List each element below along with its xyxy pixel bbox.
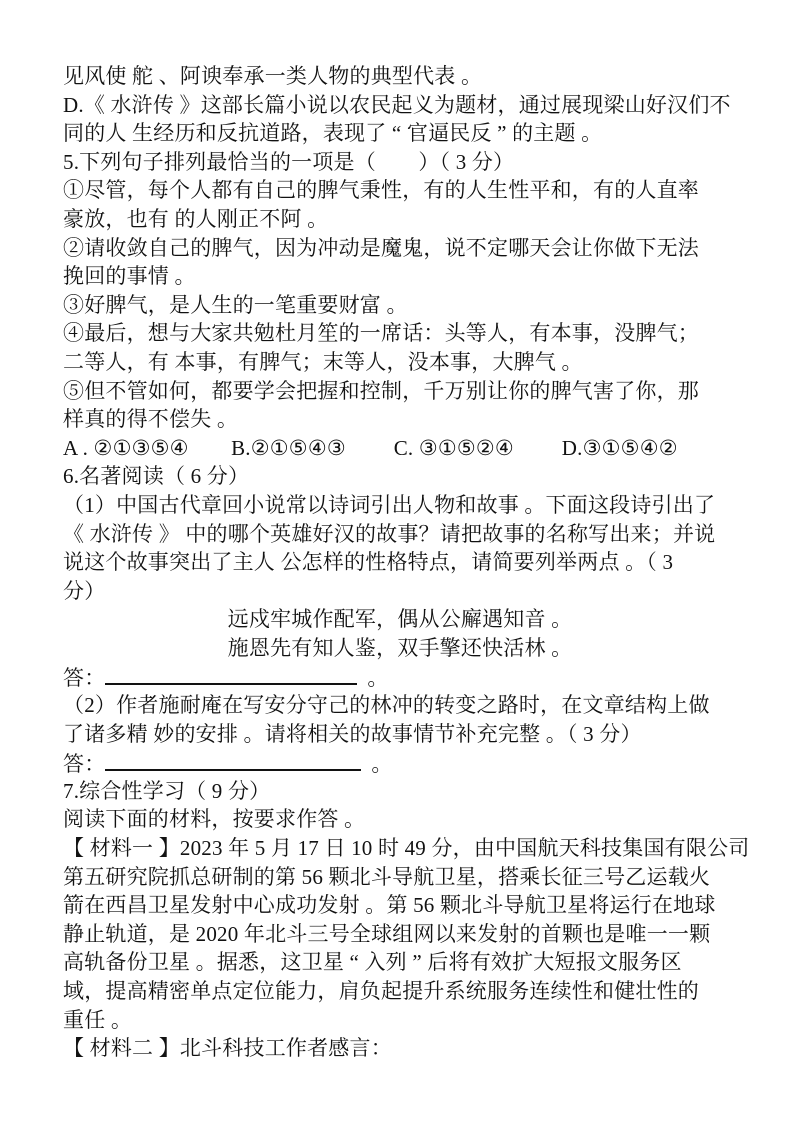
option-d-line-2: 同的人 生经历和反抗道路，表现了 “ 官逼民反 ” 的主题 。	[63, 121, 603, 146]
question-6-part2-line: （2）作者施耐庵在写安分守己的林冲的转变之路时，在文章结构上做	[63, 693, 710, 718]
question-7-heading: 7.综合性学习（ 9 分）	[63, 778, 271, 803]
sentence-5-line-2: 样真的得不偿失 。	[63, 407, 239, 432]
sentence-2-line-2: 挽回的事情 。	[63, 264, 196, 289]
answer-line-2	[63, 748, 737, 777]
question-6-heading: 6.名著阅读（ 6 分）	[63, 464, 250, 489]
material-2-heading: 【 材料二 】北斗科技工作者感言：	[63, 1036, 392, 1061]
answer-1-label: 答：	[63, 666, 106, 691]
answer-line-1	[63, 662, 737, 691]
material-1-line-7: 重任 。	[63, 1007, 133, 1032]
material-1-line-3: 箭在西昌卫星发射中心成功发射 。第 56 颗北斗导航卫星将运行在地球	[63, 893, 716, 918]
question-5-options-row: A . ②①③⑤④ B.②①⑤④③ C. ③①⑤②④ D.③①⑤④②	[63, 435, 678, 460]
sentence-5-line: ⑤但不管如何，都要学会把握和控制，千万别让你的脾气害了你，那	[63, 378, 699, 403]
answer-2-period: 。	[371, 752, 393, 777]
question-6-part1-line: （1）中国古代章回小说常以诗词引出人物和故事 。下面这段诗引出了	[63, 492, 716, 517]
material-1-line-6: 域，提高精密单点定位能力，肩负起提升系统服务连续性和健壮性的	[63, 979, 699, 1003]
sentence-2-line: ②请收敛自己的脾气，因为冲动是魔鬼，说不定哪天会让你做下无法	[63, 235, 699, 260]
material-1-line-5: 高轨备份卫星 。据悉，这卫星 “ 入列 ” 后将有效扩大短报文服务区	[63, 950, 682, 975]
question-6-part1-line-2: 《 水浒传 》 中的哪个英雄好汉的故事？请把故事的名称写出来；并说	[63, 521, 716, 546]
question-6-part2-line-2: 了诸多精 妙的安排 。请将相关的故事情节补充完整 。（ 3 分）	[63, 721, 642, 746]
answer-2-label: 答：	[63, 752, 106, 777]
question-5-heading: 5.下列句子排列最恰当的一项是（ ）（ 3 分）	[63, 149, 515, 174]
sentence-4-line: ④最后，想与大家共勉杜月笙的一席话：头等人，有本事，没脾气；	[63, 321, 699, 346]
question-7-instruction: 阅读下面的材料，按要求作答 。	[63, 807, 366, 832]
question-6-part1-line-3: 说这个故事突出了主人 公怎样的性格特点，请简要列举两点 。（ 3	[63, 550, 674, 575]
answer-2-blank	[105, 748, 361, 771]
material-1-line-4: 静止轨道，是 2020 年北斗三号全球组网以来发射的首颗也是唯一一颗	[63, 921, 711, 946]
sentence-3-line: ③好脾气，是人生的一笔重要财富 。	[63, 292, 408, 317]
sentence-4-line-2: 二等人，有 本事，有脾气；末等人，没本事，大脾气 。	[63, 349, 583, 374]
poem-line-1: 远戍牢城作配军，偶从公廨遇知音 。	[227, 607, 573, 632]
answer-1-period: 。	[367, 666, 389, 691]
sentence-1-line: ①尽管，每个人都有自己的脾气秉性，有的人生性平和，有的人直率	[63, 178, 699, 203]
poem-line-2: 施恩先有知人鉴，双手擎还快活林 。	[227, 635, 573, 660]
answer-1-blank	[105, 662, 357, 685]
material-1-line-2: 第五研究院抓总研制的第 56 颗北斗导航卫星，搭乘长征三号乙运载火	[63, 864, 711, 889]
option-c-tail-line: 见风使 舵 、阿谀奉承一类人物的典型代表 。	[63, 64, 483, 88]
option-d-line: D.《 水浒传 》这部长篇小说以农民起义为题材，通过展现梁山好汉们不	[63, 92, 731, 117]
sentence-1-line-2: 豪放，也有 的人刚正不阿 。	[63, 206, 329, 231]
question-6-part1-line-4: 分）	[63, 578, 106, 603]
material-1-line-1: 【 材料一 】2023 年 5 月 17 日 10 时 49 分，由中国航天科技集国有限公司	[63, 836, 750, 861]
